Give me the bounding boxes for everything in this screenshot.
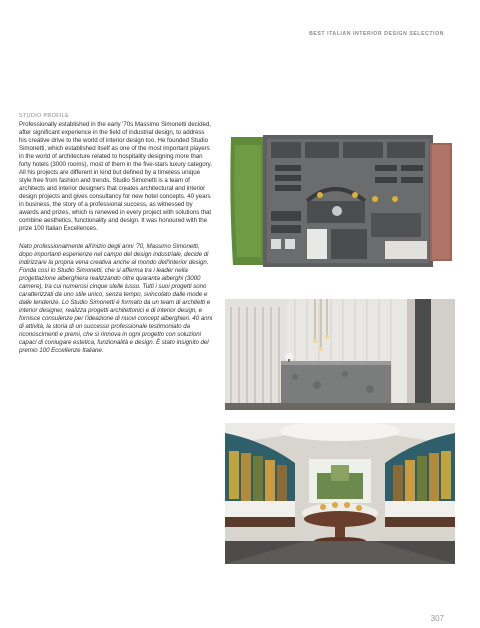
english-paragraph: Professionally established in the early '70s Massimo Simonetti decided, after significant experience in the field of industrial design, to address his creative drive to the world of interior design too. He founded Studio Simonetti, which established itself as one of the most important players in the world of architecture related to hospitality designing more than forty hotels (3000 rooms), most of them in the five-stars luxury category. All his projects are different in kind but defined by a timeless unique style free from fashion and trends. Studio Simonetti is a team of architects and interior designers that creates architectural and interior design projects and gives consultancy for new hotel concepts. 40 years in business, the story of a professional success, as witnessed by awards and prizes, which is renewed in every project with solutions that combine aesthetics, functionality and design. It was honoured with the prize 100 Italian Excellences.: [19, 121, 212, 232]
section-label: STUDIO PROFILE: [19, 113, 70, 119]
page-number: 307: [430, 614, 444, 623]
text-column: [19, 121, 213, 355]
italian-paragraph: Nato professionalmente all'inizio degli anni '70, Massimo Simonetti, dopo importanti esperienze nel campo del design industriale, decide di indirizzare la propria vena creativa anche al mondo dell'interior design. Fonda così lo Studio Simonetti, che si afferma tra i leader nella progettazione alberghiera realizzando oltre quaranta alberghi (3000 camere), tra cui numerosi cinque stelle lusso. Tutti i suoi progetti sono caratterizzati da uno stile unico, senza tempo, svincolato dalle mode e dalle tendenze. Lo Studio Simonetti è formato da un team di architetti e interior designer, realizza progetti architettonici e di interior design, e fornisce consulenze per l'ideazione di nuovi concept alberghieri. 40 anni di attività, la storia di un successo professionale testimoniato da riconoscimenti e premi, che si rinnova in ogni progetto con soluzioni capaci di coniugare estetica, funzionalità e design. È stato insignito del premio 100 Eccellenze Italiane.: [19, 243, 213, 354]
restaurant-photo: [225, 423, 455, 564]
floor-plan-image: [225, 115, 455, 286]
running-header: BEST ITALIAN INTERIOR DESIGN SELECTION: [309, 31, 444, 37]
reception-photo: [225, 299, 455, 410]
